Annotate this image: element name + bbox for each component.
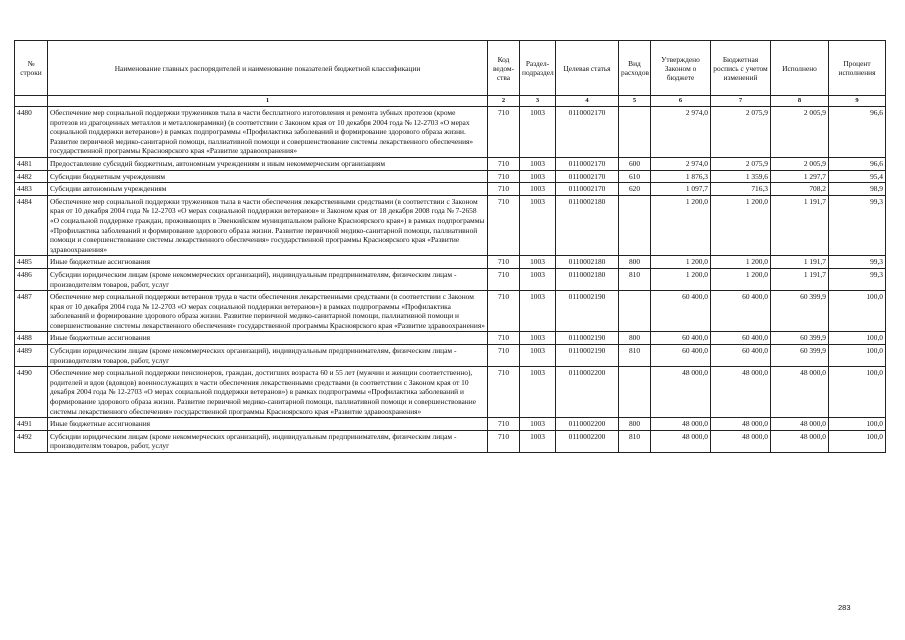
row-percent: 96,6 xyxy=(829,157,886,170)
row-target: 0110002180 xyxy=(556,256,619,269)
row-name: Обеспечение мер социальной поддержки пенсионеров, граждан, достигших возраста 60 и 55 лет (мужчин и женщин соответственно), родителей и вдов (вдовцов) военнослужащих в части обеспечения лекарственными средствами (в соответствии с Законом края от 10 декабря 2004 года № 12-2703 «О мерах социальной поддержки ветеранов») в рамках подпрограммы «Профилактика заболеваний и формирование здорового образа жизни. Развитие первичной медико-санитарной помощи, паллиативной помощи и совершенствование системы лекарственного обеспечения» государственной программы Красноярского края «Развитие здравоохранения» xyxy=(48,367,488,418)
row-expense-type: 800 xyxy=(619,256,651,269)
row-expense-type xyxy=(619,367,651,418)
row-expense-type: 800 xyxy=(619,332,651,345)
row-code: 710 xyxy=(488,157,520,170)
row-schedule: 60 400,0 xyxy=(711,345,771,367)
column-number: 2 xyxy=(488,96,520,107)
header-expense-type: Вид расходов xyxy=(619,41,651,96)
row-code: 710 xyxy=(488,107,520,158)
header-executed: Исполнено xyxy=(771,41,829,96)
row-percent: 96,6 xyxy=(829,107,886,158)
row-target: 0110002190 xyxy=(556,332,619,345)
row-target: 0110002180 xyxy=(556,268,619,290)
row-section: 1003 xyxy=(520,157,556,170)
row-percent: 100,0 xyxy=(829,291,886,332)
row-approved: 48 000,0 xyxy=(651,367,711,418)
row-expense-type: 810 xyxy=(619,345,651,367)
row-approved: 60 400,0 xyxy=(651,332,711,345)
row-percent: 95,4 xyxy=(829,170,886,183)
row-percent: 99,3 xyxy=(829,256,886,269)
header-schedule: Бюджетная роспись с учетом изменений xyxy=(711,41,771,96)
row-schedule: 2 075,9 xyxy=(711,107,771,158)
row-target: 0110002180 xyxy=(556,195,619,256)
row-executed: 2 005,9 xyxy=(771,107,829,158)
row-executed: 1 191,7 xyxy=(771,268,829,290)
table-row xyxy=(15,183,886,196)
row-executed: 48 000,0 xyxy=(771,367,829,418)
row-approved: 1 200,0 xyxy=(651,268,711,290)
row-expense-type: 800 xyxy=(619,418,651,431)
row-code: 710 xyxy=(488,418,520,431)
row-code: 710 xyxy=(488,195,520,256)
table-row xyxy=(15,345,886,367)
row-name: Обеспечение мер социальной поддержки тружеников тыла в части обеспечения лекарственными средствами (в соответствии с Законом края от 10 декабря 2004 года № 12-2703 «О мерах социальной поддержки ветеранов» и Законом края от 18 декабря 2008 года № 7-2658 «О социальной поддержке граждан, проживающих в Эвенкийском муниципальном районе Красноярского края») в рамках подпрограммы «Профилактика заболеваний и формирование здорового образа жизни. Развитие первичной медико-санитарной помощи, паллиативной помощи и совершенствование системы лекарственного обеспечения» государственной программы Красноярского края «Развитие здравоохранения» xyxy=(48,195,488,256)
table-row xyxy=(15,256,886,269)
row-expense-type xyxy=(619,107,651,158)
row-code: 710 xyxy=(488,170,520,183)
row-percent: 98,9 xyxy=(829,183,886,196)
row-section: 1003 xyxy=(520,291,556,332)
row-name: Субсидии юридическим лицам (кроме некоммерческих организаций), индивидуальным предпринимателям, физическим лицам - производителям товаров, работ, услуг xyxy=(48,268,488,290)
column-number: 1 xyxy=(48,96,488,107)
row-schedule: 48 000,0 xyxy=(711,418,771,431)
row-executed: 708,2 xyxy=(771,183,829,196)
table-row xyxy=(15,195,886,256)
row-section: 1003 xyxy=(520,107,556,158)
row-expense-type: 620 xyxy=(619,183,651,196)
row-code: 710 xyxy=(488,183,520,196)
row-code: 710 xyxy=(488,367,520,418)
row-number: 4482 xyxy=(15,170,48,183)
header-section: Раздел-подраздел xyxy=(520,41,556,96)
column-number: 8 xyxy=(771,96,829,107)
row-number: 4489 xyxy=(15,345,48,367)
row-approved: 1 200,0 xyxy=(651,256,711,269)
row-name: Субсидии бюджетным учреждениям xyxy=(48,170,488,183)
row-percent: 100,0 xyxy=(829,418,886,431)
row-name: Иные бюджетные ассигнования xyxy=(48,256,488,269)
header-percent: Процент исполнения xyxy=(829,41,886,96)
row-section: 1003 xyxy=(520,345,556,367)
row-code: 710 xyxy=(488,291,520,332)
row-name: Субсидии автономным учреждениям xyxy=(48,183,488,196)
row-approved: 60 400,0 xyxy=(651,291,711,332)
row-number: 4492 xyxy=(15,430,48,452)
row-expense-type: 610 xyxy=(619,170,651,183)
row-expense-type xyxy=(619,195,651,256)
row-section: 1003 xyxy=(520,430,556,452)
row-schedule: 48 000,0 xyxy=(711,367,771,418)
row-code: 710 xyxy=(488,256,520,269)
row-section: 1003 xyxy=(520,256,556,269)
row-schedule: 48 000,0 xyxy=(711,430,771,452)
table-row xyxy=(15,268,886,290)
header-code: Код ведом-ства xyxy=(488,41,520,96)
row-percent: 99,3 xyxy=(829,268,886,290)
column-number: 5 xyxy=(619,96,651,107)
row-number: 4481 xyxy=(15,157,48,170)
row-approved: 1 097,7 xyxy=(651,183,711,196)
row-target: 0110002170 xyxy=(556,183,619,196)
row-section: 1003 xyxy=(520,418,556,431)
row-name: Предоставление субсидий бюджетным, автономным учреждениям и иным некоммерческим организациям xyxy=(48,157,488,170)
table-row xyxy=(15,107,886,158)
row-percent: 99,3 xyxy=(829,195,886,256)
row-schedule: 2 075,9 xyxy=(711,157,771,170)
row-expense-type xyxy=(619,291,651,332)
row-approved: 2 974,0 xyxy=(651,157,711,170)
row-percent: 100,0 xyxy=(829,345,886,367)
budget-document xyxy=(14,40,885,453)
header-name: Наименование главных распорядителей и наименование показателей бюджетной классификации xyxy=(48,41,488,96)
table-row xyxy=(15,418,886,431)
row-name: Иные бюджетные ассигнования xyxy=(48,332,488,345)
table-row xyxy=(15,170,886,183)
row-executed: 1 191,7 xyxy=(771,256,829,269)
row-code: 710 xyxy=(488,345,520,367)
row-target: 0110002200 xyxy=(556,430,619,452)
row-number: 4488 xyxy=(15,332,48,345)
row-expense-type: 600 xyxy=(619,157,651,170)
row-section: 1003 xyxy=(520,332,556,345)
table-row xyxy=(15,332,886,345)
table-header-row xyxy=(15,41,886,96)
row-executed: 1 191,7 xyxy=(771,195,829,256)
row-number: 4485 xyxy=(15,256,48,269)
row-expense-type: 810 xyxy=(619,268,651,290)
row-percent: 100,0 xyxy=(829,430,886,452)
page-number: 283 xyxy=(838,603,851,612)
row-executed: 48 000,0 xyxy=(771,418,829,431)
row-schedule: 716,3 xyxy=(711,183,771,196)
row-expense-type: 810 xyxy=(619,430,651,452)
row-target: 0110002190 xyxy=(556,345,619,367)
row-section: 1003 xyxy=(520,170,556,183)
row-schedule: 60 400,0 xyxy=(711,291,771,332)
row-number: 4491 xyxy=(15,418,48,431)
row-executed: 2 005,9 xyxy=(771,157,829,170)
row-name: Субсидии юридическим лицам (кроме некоммерческих организаций), индивидуальным предпринимателям, физическим лицам - производителям товаров, работ, услуг xyxy=(48,345,488,367)
row-executed: 60 399,9 xyxy=(771,291,829,332)
column-number: 7 xyxy=(711,96,771,107)
table-row xyxy=(15,367,886,418)
row-approved: 1 876,3 xyxy=(651,170,711,183)
row-name: Субсидии юридическим лицам (кроме некоммерческих организаций), индивидуальным предпринимателям, физическим лицам - производителям товаров, работ, услуг xyxy=(48,430,488,452)
row-approved: 48 000,0 xyxy=(651,418,711,431)
row-schedule: 1 200,0 xyxy=(711,268,771,290)
row-approved: 48 000,0 xyxy=(651,430,711,452)
row-executed: 60 399,9 xyxy=(771,345,829,367)
row-target: 0110002170 xyxy=(556,170,619,183)
row-executed: 1 297,7 xyxy=(771,170,829,183)
row-approved: 1 200,0 xyxy=(651,195,711,256)
table-row xyxy=(15,157,886,170)
row-number: 4483 xyxy=(15,183,48,196)
row-number: 4486 xyxy=(15,268,48,290)
table-body xyxy=(15,107,886,453)
row-approved: 2 974,0 xyxy=(651,107,711,158)
row-section: 1003 xyxy=(520,183,556,196)
row-section: 1003 xyxy=(520,367,556,418)
row-target: 0110002170 xyxy=(556,157,619,170)
row-percent: 100,0 xyxy=(829,332,886,345)
row-number: 4480 xyxy=(15,107,48,158)
row-executed: 48 000,0 xyxy=(771,430,829,452)
header-target: Целевая статья xyxy=(556,41,619,96)
row-name: Обеспечение мер социальной поддержки ветеранов труда в части обеспечения лекарственными средствами (в соответствии с Законом края от 10 декабря 2004 года № 12-2703 «О мерах социальной поддержки ветеранов») в рамках подпрограммы «Профилактика заболеваний и формирование здорового образа жизни. Развитие первичной медико-санитарной помощи, паллиативной помощи и совершенствование системы лекарственного обеспечения» государственной программы Красноярского края «Развитие здравоохранения» xyxy=(48,291,488,332)
row-schedule: 1 359,6 xyxy=(711,170,771,183)
row-schedule: 1 200,0 xyxy=(711,256,771,269)
row-target: 0110002170 xyxy=(556,107,619,158)
row-schedule: 1 200,0 xyxy=(711,195,771,256)
row-schedule: 60 400,0 xyxy=(711,332,771,345)
row-percent: 100,0 xyxy=(829,367,886,418)
row-number: 4487 xyxy=(15,291,48,332)
row-executed: 60 399,9 xyxy=(771,332,829,345)
row-target: 0110002200 xyxy=(556,418,619,431)
column-number: 6 xyxy=(651,96,711,107)
column-number: 9 xyxy=(829,96,886,107)
budget-execution-table xyxy=(14,40,886,453)
column-number-row xyxy=(15,96,886,107)
column-number: 3 xyxy=(520,96,556,107)
row-code: 710 xyxy=(488,268,520,290)
row-section: 1003 xyxy=(520,268,556,290)
column-number xyxy=(15,96,48,107)
header-row-no: № строки xyxy=(15,41,48,96)
column-number: 4 xyxy=(556,96,619,107)
row-target: 0110002200 xyxy=(556,367,619,418)
row-code: 710 xyxy=(488,430,520,452)
row-name: Иные бюджетные ассигнования xyxy=(48,418,488,431)
table-row xyxy=(15,291,886,332)
header-approved: Утверждено Законом о бюджете xyxy=(651,41,711,96)
row-number: 4484 xyxy=(15,195,48,256)
row-approved: 60 400,0 xyxy=(651,345,711,367)
table-row xyxy=(15,430,886,452)
row-target: 0110002190 xyxy=(556,291,619,332)
row-section: 1003 xyxy=(520,195,556,256)
row-name: Обеспечение мер социальной поддержки тружеников тыла в части бесплатного изготовления и ремонта зубных протезов (кроме протезов из драгоценных металлов и металлокерамики) (в соответствии с Законом края от 10 декабря 2004 года № 12-2703 «О мерах социальной поддержки ветеранов») в рамках подпрограммы «Профилактика заболеваний и формирование здорового образа жизни. Развитие первичной медико-санитарной помощи, паллиативной помощи и совершенствование системы лекарственного обеспечения» государственной программы Красноярского края «Развитие здравоохранения» xyxy=(48,107,488,158)
row-code: 710 xyxy=(488,332,520,345)
row-number: 4490 xyxy=(15,367,48,418)
